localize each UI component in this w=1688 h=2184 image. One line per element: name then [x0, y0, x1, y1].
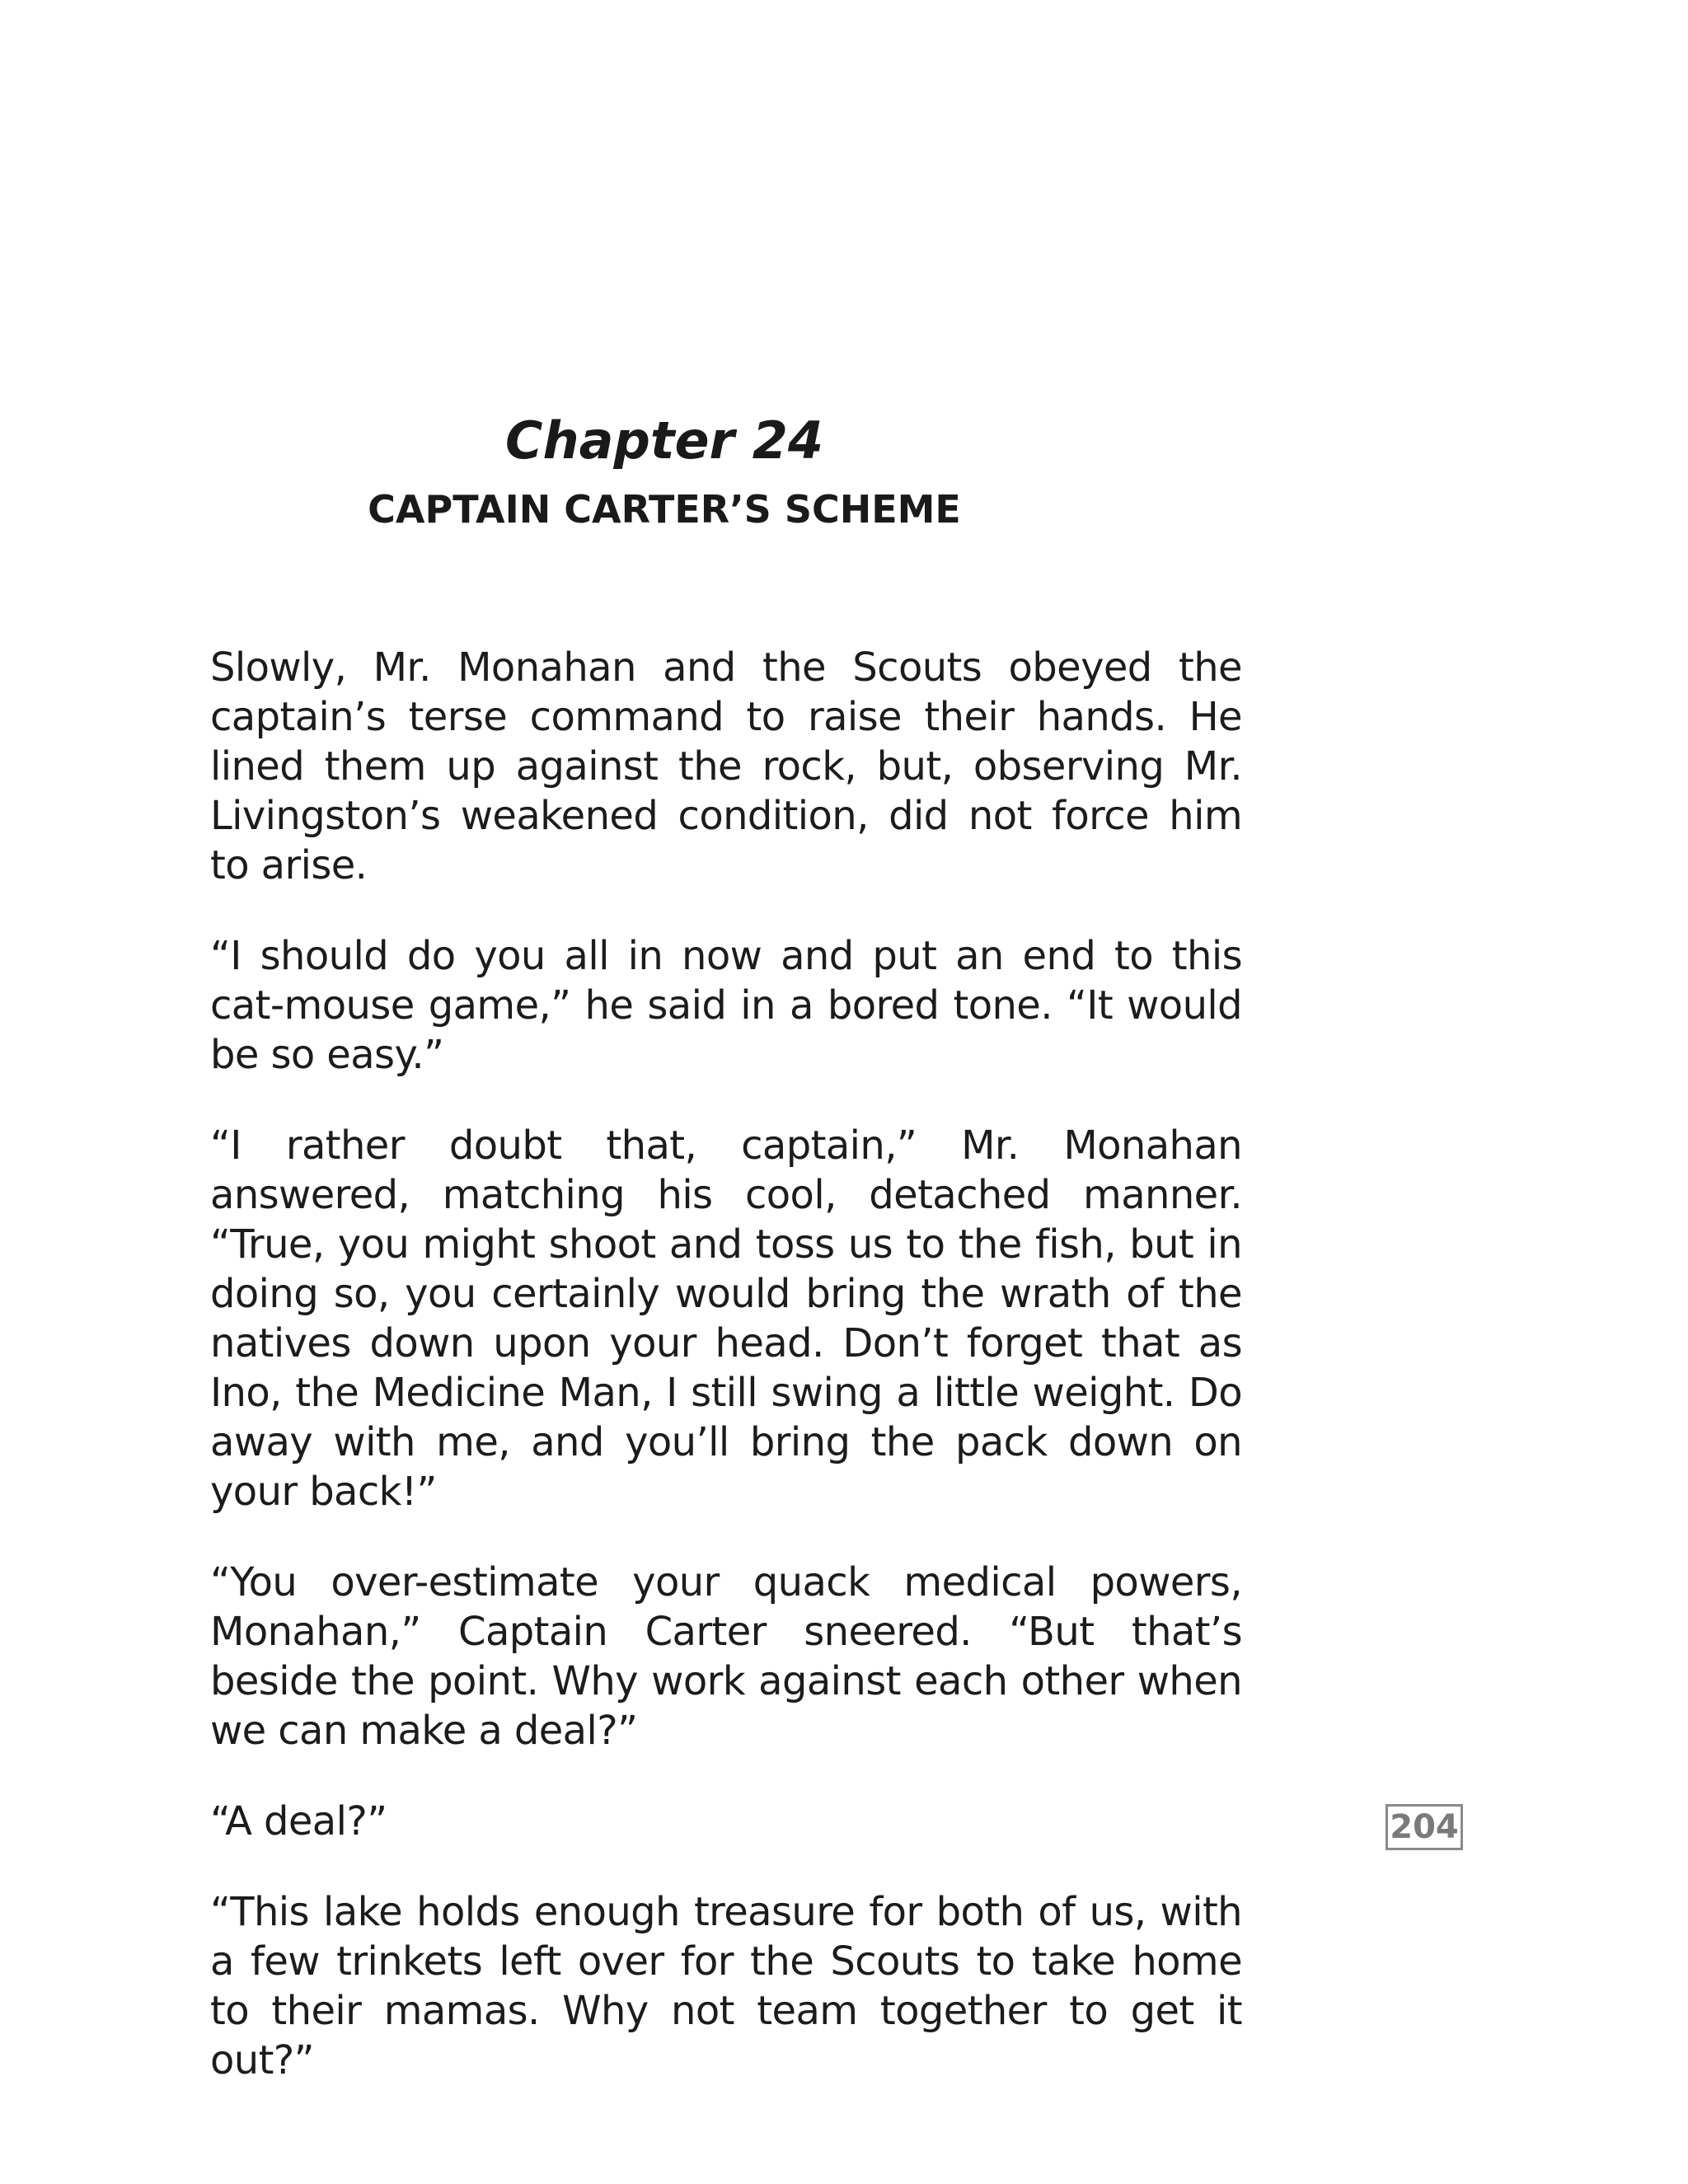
paragraph: “I rather doubt that, captain,” Mr. Monahan answered, matching his cool, detached manner. “True, you might shoot and toss us to the fish, but in doing so, you certainly would bring the wrath of the natives down upon your head. Don’t forget that as Ino, the Medicine Man, I still swing a little weight. Do away with me, and you’ll bring the pack down on your back!”	[210, 1122, 1242, 1515]
paragraph: Slowly, Mr. Monahan and the Scouts obeyed the captain’s terse command to raise their hands. He lined them up against the rock, but, observing Mr. Livingston’s weakened condition, did not force him to arise.	[210, 644, 1242, 888]
paragraph: “You over-estimate your quack medical powers, Monahan,” Captain Carter sneered. “But that’s beside the point. Why work against each other when we can make a deal?”	[210, 1559, 1242, 1754]
chapter-title: CAPTAIN CARTER’S SCHEME	[368, 487, 961, 532]
paragraph: “A deal?”	[210, 1798, 387, 1844]
paragraph: “This lake holds enough treasure for both of us, with a few trinkets left over for the Scouts to take home to their mamas. Why not team together to get it out?”	[210, 1889, 1242, 2083]
chapter-body	[210, 643, 1242, 2126]
paragraph: “I should do you all in now and put an end to this cat-mouse game,” he said in a bored tone. “It would be so easy.”	[210, 933, 1242, 1078]
page-number-badge: 204	[1386, 1804, 1463, 1850]
chapter-number: Chapter 24	[505, 410, 823, 471]
